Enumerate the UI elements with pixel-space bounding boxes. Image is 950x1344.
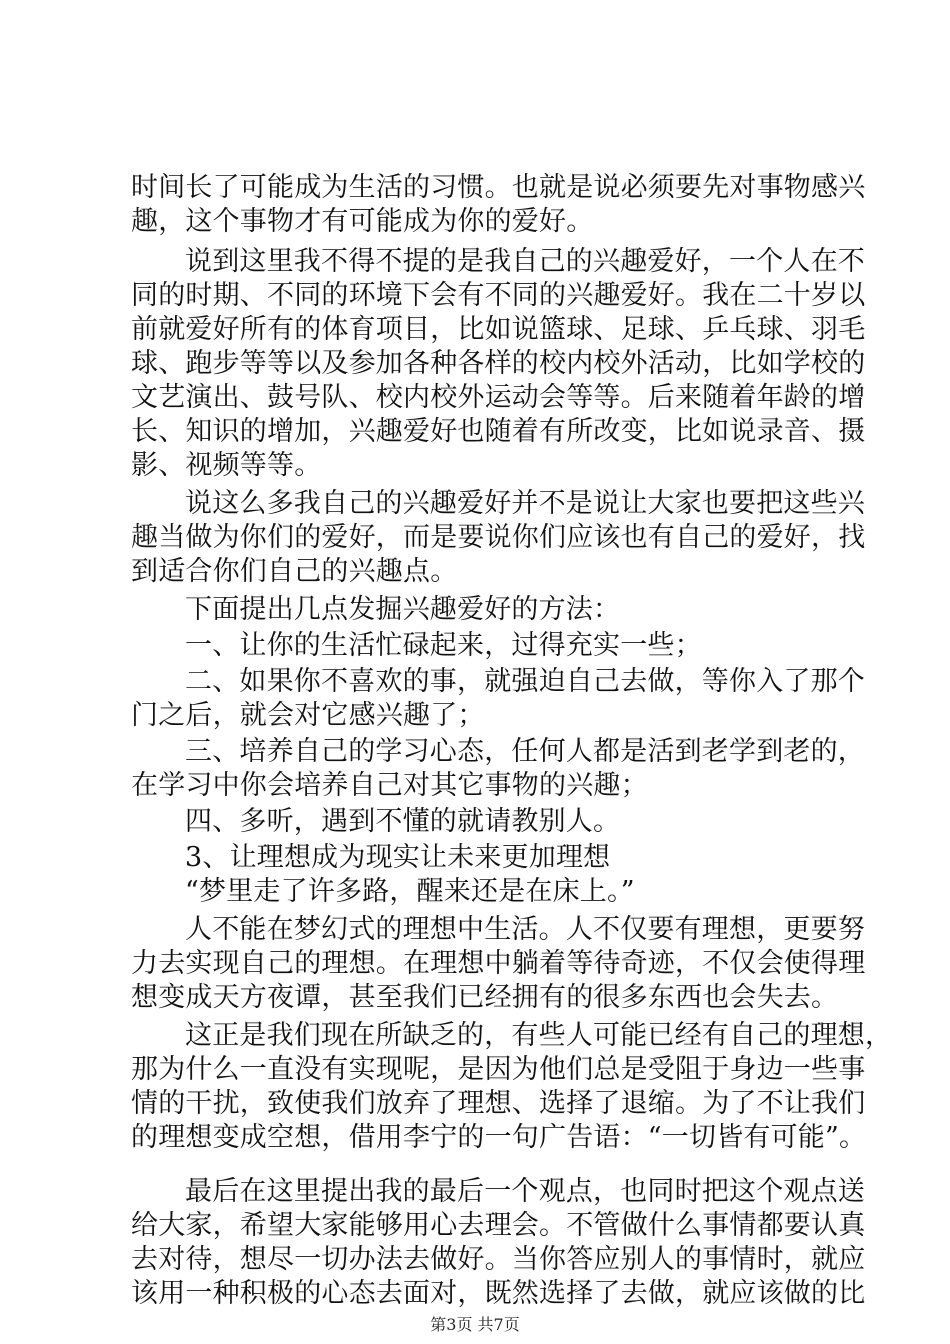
paragraph-line: 力去实现自己的理想。在理想中躺着等待奇迹，不仅会使得理 [131, 948, 866, 979]
paragraph-line: 趣当做为你们的爱好，而是要说你们应该也有自己的爱好，找 [131, 522, 866, 553]
paragraph-line: 门之后，就会对它感兴趣了； [131, 700, 485, 731]
paragraph-line: 下面提出几点发掘兴趣爱好的方法： [185, 594, 621, 625]
quote-line: “梦里走了许多路，醒来还是在床上。” [185, 876, 635, 907]
list-item: 三、培养自己的学习心态，任何人都是活到老学到老的， [185, 736, 865, 767]
paragraph-line: 人不能在梦幻式的理想中生活。人不仅要有理想，更要努 [185, 914, 865, 945]
paragraph-line: 想变成天方夜谭，甚至我们已经拥有的很多东西也会失去。 [131, 982, 839, 1013]
paragraph-line: 文艺演出、鼓号队、校内校外运动会等等。后来随着年龄的增 [131, 382, 866, 413]
paragraph-line: 影、视频等等。 [131, 450, 322, 481]
paragraph-line: 到适合你们自己的兴趣点。 [131, 556, 458, 587]
paragraph-line: 说到这里我不得不提的是我自己的兴趣爱好，一个人在不 [185, 246, 865, 277]
paragraph-line: 长、知识的增加，兴趣爱好也随着有所改变，比如说录音、摄 [131, 416, 866, 447]
paragraph-line: 那为什么一直没有实现呢，是因为他们总是受阻于身边一些事 [131, 1054, 866, 1085]
page-number: 第3页 共7页 [430, 1315, 520, 1334]
paragraph-line: 球、跑步等等以及参加各种各样的校内校外活动，比如学校的 [131, 348, 866, 379]
paragraph-line: 同的时期、不同的环境下会有不同的兴趣爱好。我在二十岁以 [131, 280, 866, 311]
paragraph-line: 去对待，想尽一切办法去做好。当你答应别人的事情时，就应 [131, 1244, 866, 1275]
paragraph-line: 该用一种积极的心态去面对，既然选择了去做，就应该做的比 [131, 1278, 866, 1309]
paragraph-line: 给大家，希望大家能够用心去理会。不管做什么事情都要认真 [131, 1210, 866, 1241]
paragraph-line: 情的干扰，致使我们放弃了理想、选择了退缩。为了不让我们 [131, 1088, 866, 1119]
paragraph-line: 趣，这个事物才有可能成为你的爱好。 [131, 206, 594, 237]
paragraph-line: 最后在这里提出我的最后一个观点，也同时把这个观点送 [185, 1176, 865, 1207]
list-item: 一、让你的生活忙碌起来，过得充实一些； [185, 630, 702, 661]
paragraph-line: 这正是我们现在所缺乏的，有些人可能已经有自己的理想， [185, 1020, 893, 1051]
section-heading: 3、让理想成为现实让未来更加理想 [185, 842, 611, 873]
paragraph-line: 在学习中你会培养自己对其它事物的兴趣； [131, 770, 648, 801]
list-item: 四、多听，遇到不懂的就请教别人。 [185, 806, 621, 837]
paragraph-line: 说这么多我自己的兴趣爱好并不是说让大家也要把这些兴 [185, 488, 865, 519]
paragraph-line: 的理想变成空想，借用李宁的一句广告语：“一切皆有可能”。 [131, 1122, 867, 1153]
paragraph-line: 前就爱好所有的体育项目，比如说篮球、足球、乒乓球、羽毛 [131, 314, 866, 345]
list-item: 二、如果你不喜欢的事，就强迫自己去做，等你入了那个 [185, 666, 865, 697]
paragraph-line: 时间长了可能成为生活的习惯。也就是说必须要先对事物感兴 [131, 172, 866, 203]
